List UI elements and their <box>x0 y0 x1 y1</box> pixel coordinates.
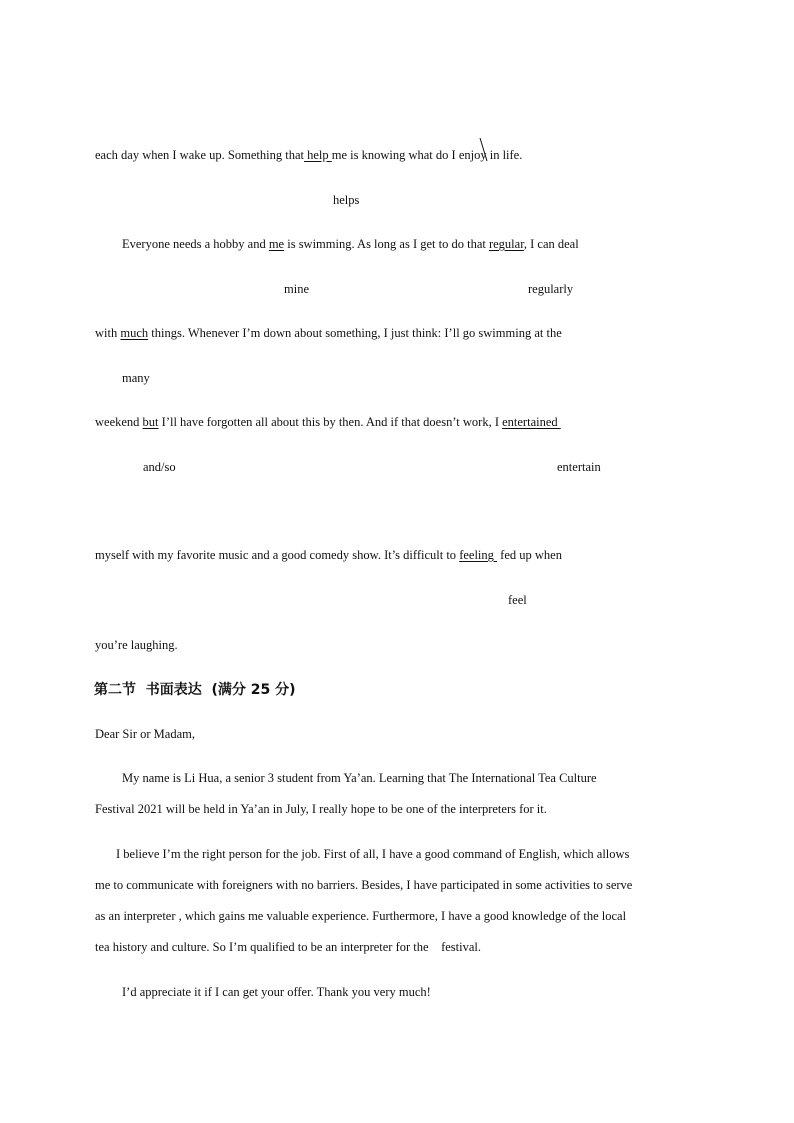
letter-paragraph-3: I’d appreciate it if I can get your offer. Thank you very much! <box>122 985 431 999</box>
letter-paragraph-2-line-3: as an interpreter , which gains me valuable experience. Furthermore, I have a good knowledge of the local <box>95 909 627 923</box>
error-word: feeling <box>459 548 498 562</box>
correction-word: feel <box>508 593 527 607</box>
section-heading: 第二节 书面表达 (满分 25 分) <box>94 682 296 698</box>
letter-paragraph-2-line-1: I believe I’m the right person for the job. First of all, I have a good command of English, which allows <box>116 847 630 861</box>
letter-paragraph-1-line-1: My name is Li Hua, a senior 3 student from Ya’an. Learning that The International Tea Culture <box>122 771 597 785</box>
correction-word: many <box>122 371 150 385</box>
error-word: help <box>303 148 332 162</box>
error-word: much <box>120 326 149 340</box>
letter-paragraph-1-line-2: Festival 2021 will be held in Ya’an in July, I really hope to be one of the interpreters for it. <box>95 802 547 816</box>
correction-word: and/so <box>143 460 176 474</box>
correction-line-5: myself with my favorite music and a good comedy show. It’s difficult to feeling fed up when <box>95 548 562 562</box>
correction-line-1: each day when I wake up. Something that help me is knowing what do I enjoy in life. <box>95 148 523 162</box>
letter-paragraph-2-line-4: tea history and culture. So I’m qualified to be an interpreter for the festival. <box>95 940 481 954</box>
correction-line-2: Everyone needs a hobby and me is swimming. As long as I get to do that regular, I can deal <box>122 237 579 251</box>
correction-line-3: with much things. Whenever I’m down about something, I just think: I’ll go swimming at the <box>95 326 562 340</box>
error-word: regular <box>488 237 524 251</box>
error-word: entertained <box>502 415 561 429</box>
correction-word: entertain <box>557 460 601 474</box>
correction-word: regularly <box>528 282 574 296</box>
correction-word: mine <box>284 282 309 296</box>
letter-greeting: Dear Sir or Madam, <box>95 727 195 741</box>
correction-line-6: you’re laughing. <box>95 638 178 652</box>
deletion-slash-mark <box>478 137 490 163</box>
error-word: but <box>142 415 159 429</box>
letter-paragraph-2-line-2: me to communicate with foreigners with no barriers. Besides, I have participated in some activities to serve <box>95 878 633 892</box>
correction-line-4: weekend but I’ll have forgotten all about this by then. And if that doesn’t work, I entertained <box>95 415 561 429</box>
error-word: me <box>268 237 285 251</box>
correction-word: helps <box>333 193 360 207</box>
